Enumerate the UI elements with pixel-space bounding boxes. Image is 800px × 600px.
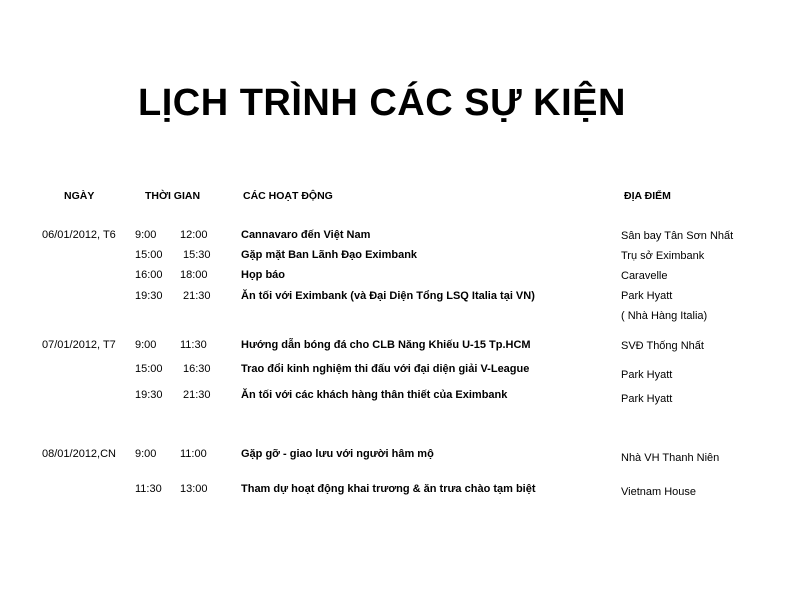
- header-time: THỜI GIAN: [145, 190, 201, 202]
- row-activity: Tham dự hoạt động khai trương & ăn trưa chào tạm biệt: [241, 483, 536, 495]
- row-end-time: 21:30: [183, 290, 211, 302]
- row-activity: Gặp mặt Ban Lãnh Đạo Eximbank: [241, 249, 418, 261]
- row-location: Park Hyatt: [621, 290, 673, 302]
- row-location: Park Hyatt: [621, 393, 673, 405]
- row-end-time: 16:30: [183, 363, 211, 375]
- row-date: 06/01/2012, T6: [42, 229, 116, 241]
- row-start-time: 16:00: [135, 269, 163, 281]
- row-location: Sân bay Tân Sơn Nhất: [621, 230, 734, 242]
- row-start-time: 15:00: [135, 249, 163, 261]
- header-activities: CÁC HOẠT ĐỘNG: [243, 190, 333, 202]
- row-activity: Họp báo: [241, 269, 285, 281]
- row-start-time: 9:00: [135, 229, 157, 241]
- row-location: Caravelle: [621, 270, 668, 282]
- row-start-time: 11:30: [135, 483, 162, 495]
- row-activity: Gặp gỡ - giao lưu với người hâm mộ: [241, 448, 434, 460]
- row-start-time: 9:00: [135, 339, 157, 351]
- row-activity: Cannavaro đến Việt Nam: [241, 229, 371, 241]
- row-end-time: 18:00: [180, 269, 208, 281]
- row-activity: Hướng dẫn bóng đá cho CLB Năng Khiếu U-15 Tp.HCM: [241, 339, 531, 351]
- row-end-time: 15:30: [183, 249, 211, 261]
- row-end-time: 13:00: [180, 483, 208, 495]
- row-location: Park Hyatt: [621, 369, 673, 381]
- row-activity: Ăn tối với Eximbank (và Đại Diện Tổng LSQ Italia tại VN): [241, 290, 535, 302]
- row-start-time: 9:00: [135, 448, 157, 460]
- header-date: NGÀY: [64, 190, 95, 202]
- row-end-time: 21:30: [183, 389, 211, 401]
- row-end-time: 12:00: [180, 229, 208, 241]
- row-activity: Ăn tối với các khách hàng thân thiết của Eximbank: [241, 389, 508, 401]
- row-location: Vietnam House: [621, 486, 697, 498]
- row-activity: Trao đổi kinh nghiệm thi đấu với đại diện giải V-League: [241, 363, 530, 375]
- row-location: Trụ sở Eximbank: [621, 250, 705, 262]
- row-location: Nhà VH Thanh Niên: [621, 452, 720, 464]
- page-title: LỊCH TRÌNH CÁC SỰ KIỆN: [138, 82, 626, 124]
- header-location: ĐỊA ĐIỂM: [624, 190, 671, 202]
- row-date: 07/01/2012, T7: [42, 339, 116, 351]
- row-date: 08/01/2012,CN: [42, 448, 116, 460]
- row-end-time: 11:00: [180, 448, 207, 460]
- row-location: ( Nhà Hàng Italia): [621, 310, 708, 322]
- row-start-time: 19:30: [135, 389, 163, 401]
- row-start-time: 15:00: [135, 363, 163, 375]
- row-location: SVĐ Thống Nhất: [621, 340, 704, 352]
- row-start-time: 19:30: [135, 290, 163, 302]
- row-end-time: 11:30: [180, 339, 207, 351]
